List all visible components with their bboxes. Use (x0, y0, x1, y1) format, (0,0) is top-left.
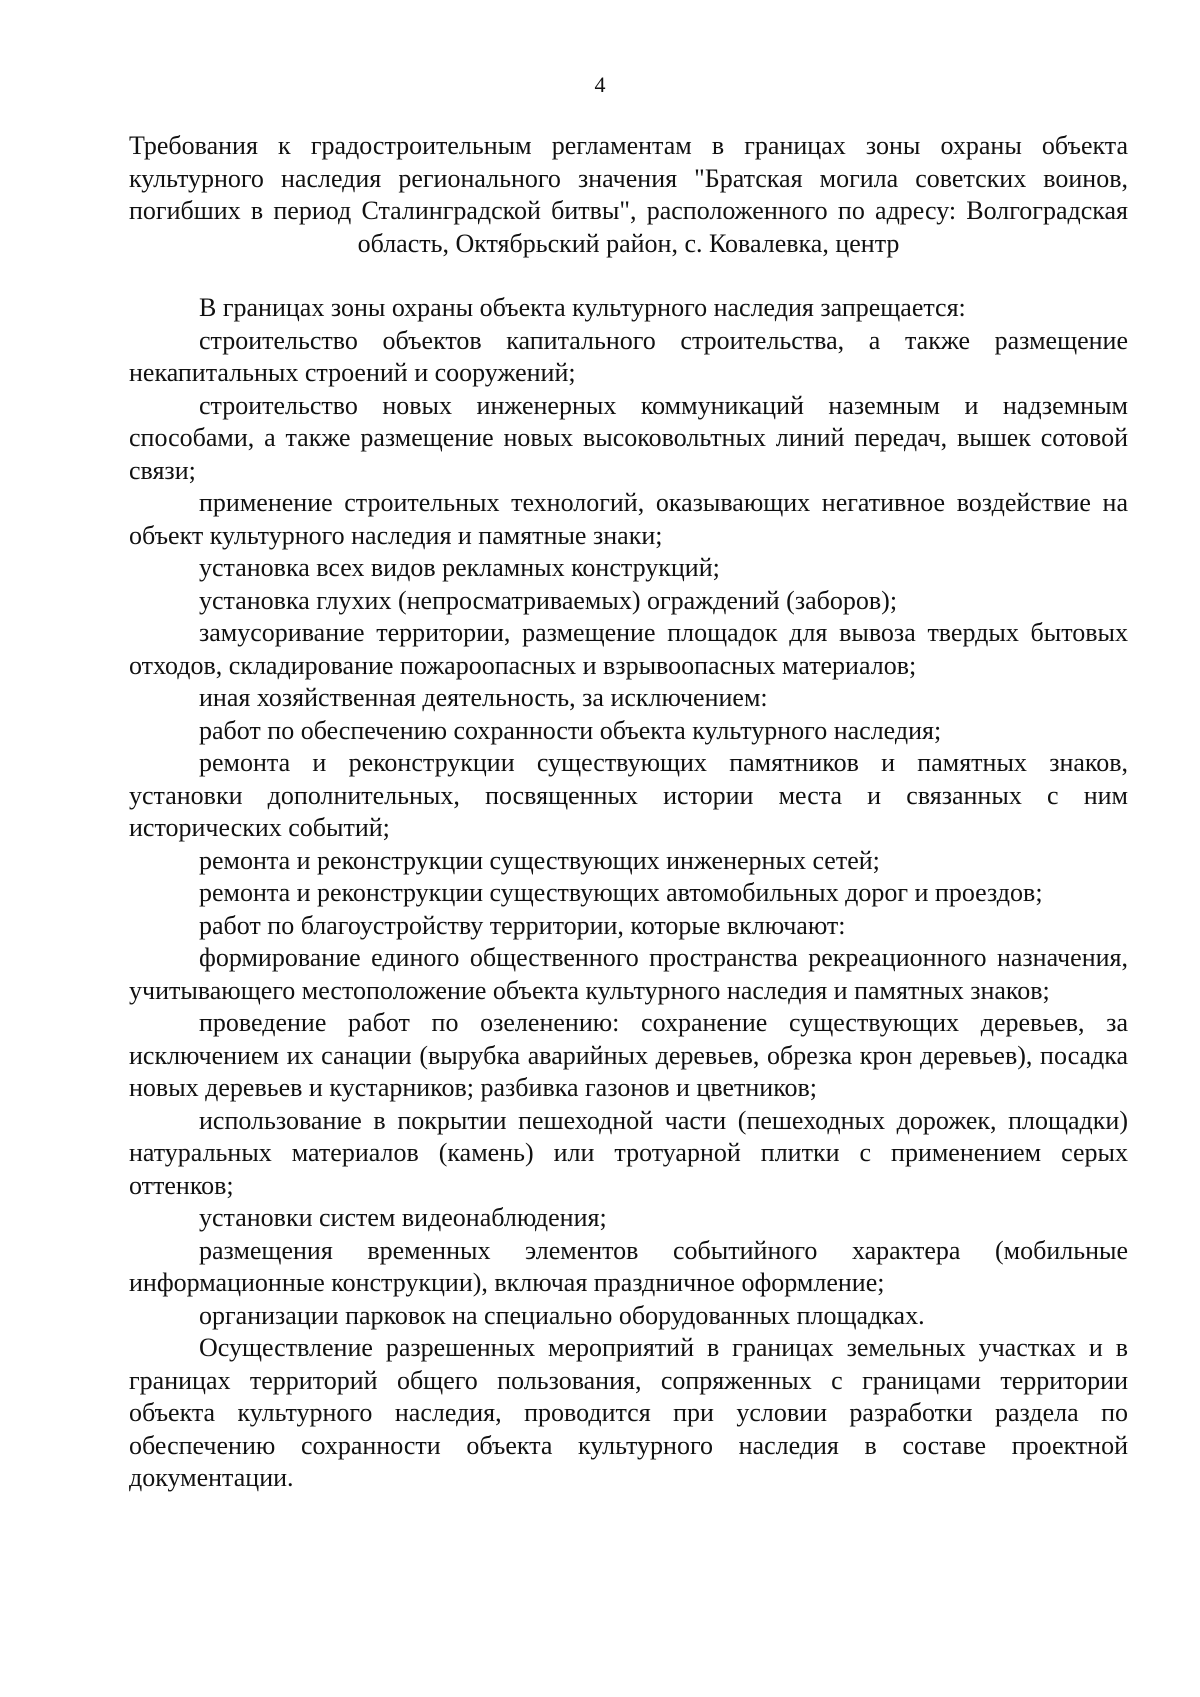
paragraph: формирование единого общественного пространства рекреационного назначения, учитывающего местоположение объекта культурного наследия и памятных знаков; (129, 943, 1128, 1005)
paragraph: работ по обеспечению сохранности объекта культурного наследия; (199, 715, 942, 745)
paragraph: замусоривание территории, размещение площадок для вывоза твердых бытовых отходов, складирование пожароопасных и взрывоопасных материалов; (129, 618, 1128, 680)
page-number: 4 (594, 72, 606, 97)
paragraph: ремонта и реконструкции существующих памятников и памятных знаков, установки дополнительных, посвященных истории места и связанных с ним исторических событий; (129, 748, 1128, 842)
paragraph: организации парковок на специально оборудованных площадках. (199, 1300, 925, 1330)
paragraph: иная хозяйственная деятельность, за исключением: (199, 683, 768, 712)
document-title: Требования к градостроительным регламентам в границах зоны охраны объекта культурного наследия регионального значения "Братская могила советских воинов, погибших в период Сталинградской битвы", расположенного по адресу: Волгоградская область, Октябрьский район, с. Ковалевка, центр (129, 131, 1128, 258)
document-text (129, 292, 1128, 1495)
paragraph: использование в покрытии пешеходной части (пешеходных дорожек, площадки) натуральных материалов (камень) или тротуарной плитки с применением серых оттенков; (129, 1105, 1128, 1200)
paragraph: В границах зоны охраны объекта культурного наследия запрещается: (199, 293, 966, 322)
paragraph: ремонта и реконструкции существующих инженерных сетей; (199, 845, 880, 875)
paragraph: проведение работ по озеленению: сохранение существующих деревьев, за исключением их санации (вырубка аварийных деревьев, обрезка крон деревьев), посадка новых деревьев и кустарников; разбивка газонов и цветников; (129, 1008, 1128, 1102)
document-body (129, 130, 1128, 1495)
paragraph: ремонта и реконструкции существующих автомобильных дорог и проездов; (199, 878, 1043, 907)
paragraph: установка всех видов рекламных конструкций; (199, 553, 720, 582)
paragraph: Осуществление разрешенных мероприятий в границах земельных участках и в границах территорий общего пользования, сопряженных с границами территории объекта культурного наследия, проводится при условии разработки раздела по обеспечению сохранности объекта культурного наследия в составе проектной документации. (129, 1333, 1128, 1492)
paragraph: применение строительных технологий, оказывающих негативное воздействие на объект культурного наследия и памятные знаки; (129, 488, 1128, 550)
paragraph: работ по благоустройству территории, которые включают: (199, 910, 846, 940)
paragraph: строительство объектов капитального строительства, а также размещение некапитальных строений и сооружений; (129, 325, 1128, 387)
paragraph: установки систем видеонаблюдения; (199, 1203, 607, 1232)
paragraph: размещения временных элементов событийного характера (мобильные информационные конструкции), включая праздничное оформление; (129, 1235, 1128, 1297)
paragraph: установка глухих (непросматриваемых) ограждений (заборов); (199, 585, 898, 615)
paragraph: строительство новых инженерных коммуникаций наземным и надземным способами, а также размещение новых высоковольтных линий передач, вышек сотовой связи; (129, 390, 1128, 485)
